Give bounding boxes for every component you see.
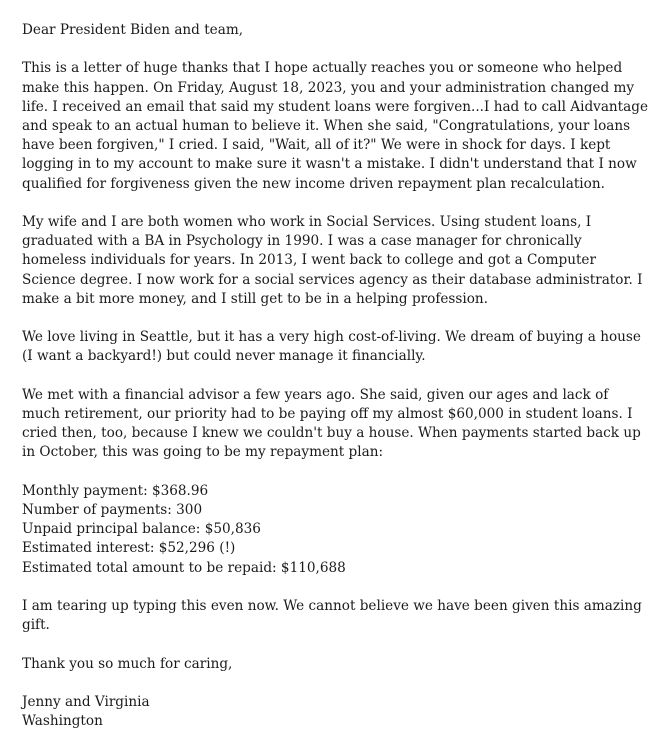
repayment-plan: [22, 482, 648, 578]
paragraph-seattle: We love living in Seattle, but it has a very high cost-of-living. We dream of buying a house (I want a backyard!) but could never manage it financially.: [22, 329, 641, 365]
signature-location: Washington: [22, 713, 103, 730]
plan-monthly-payment: Monthly payment: $368.96: [22, 482, 209, 499]
signature-names: Jenny and Virginia: [22, 693, 150, 710]
signature: [22, 693, 648, 731]
plan-total-repaid: Estimated total amount to be repaid: $110,688: [22, 559, 346, 576]
plan-unpaid-principal: Unpaid principal balance: $50,836: [22, 521, 261, 538]
closing: Thank you so much for caring,: [22, 655, 233, 672]
plan-estimated-interest: Estimated interest: $52,296 (!): [22, 540, 236, 557]
paragraph-financial-advisor: We met with a financial advisor a few years ago. She said, given our ages and lack of much retirement, our priority had to be paying off my almost $60,000 in student loans. I cried then, too, because I knew we couldn't buy a house. When payments started back up in October, this was going to be my repayment plan:: [22, 386, 641, 461]
plan-number-of-payments: Number of payments: 300: [22, 502, 203, 518]
paragraph-forgiveness-news: This is a letter of huge thanks that I hope actually reaches you or someone who helped make this happen. On Friday, August 18, 2023, you and your administration changed my life. I received an email that said my student loans were forgiven...I had to call Aidvantage and speak to an actual human to believe it. When she said, "Congratulations, your loans have been forgiven," I cried. I said, "Wait, all of it?" We were in shock for days. I kept logging in to my account to make sure it wasn't a mistake. I didn't understand that I now qualified for forgiveness given the new income driven repayment plan recalculation.: [22, 60, 648, 192]
paragraph-gratitude: I am tearing up typing this even now. We cannot believe we have been given this amazing gift.: [22, 598, 642, 634]
greeting: Dear President Biden and team,: [22, 22, 244, 38]
paragraph-background: My wife and I are both women who work in Social Services. Using student loans, I graduated with a BA in Psychology in 1990. I was a case manager for chronically homeless individuals for years. In 2013, I went back to college and got a Computer Science degree. I now work for a social services agency as their database administrator. I make a bit more money, and I still get to be in a helping profession.: [22, 214, 643, 307]
